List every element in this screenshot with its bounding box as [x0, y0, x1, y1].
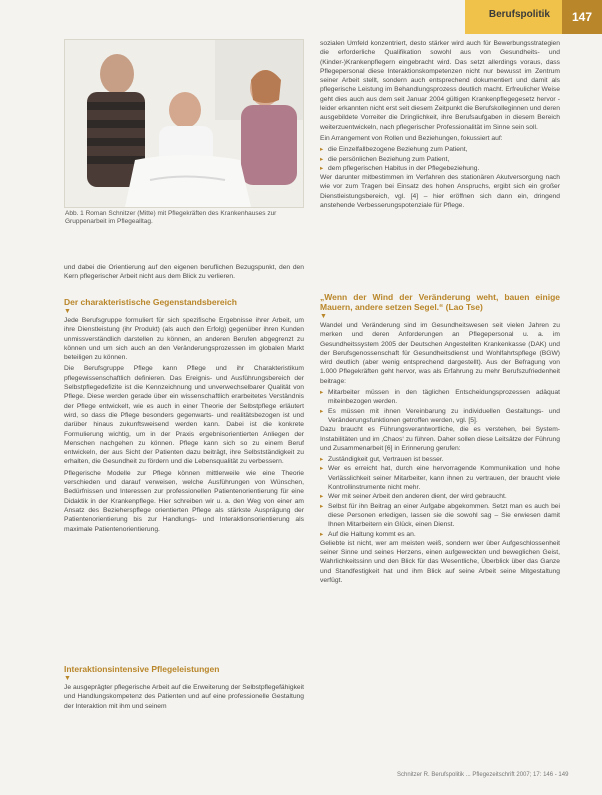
section2-heading: Interaktionsintensive Pflegeleistungen: [64, 664, 220, 674]
bullet-item: ▸ die persönlichen Beziehung zum Patient,: [320, 155, 560, 164]
right-bullets-3: [320, 455, 560, 539]
section1-paragraph-2: Die Berufsgruppe Pflege kann Pflege und ihr Charakteristikum pflegewissenschaftlich definieren. Das Ereignis- und Ausführungsbereich der Selbstpflegedefizite ist die Kennzeichnung und unverwechselbarer Qualität von Pflege. Diese werden gerade über ein wissenschaftlich erarbeitetes Verständnis der Pflege entwickelt, wie es auch in einer Theorie der Selbstpflege erläutert wird, so dass die Pflege besonders gegenwarts- und realitätsbezogen ist und darüber hinaus zukunftsweisend werden kann. Dabei ist die konkrete Formulierung wichtig, um in der Praxis ergebnisorientierten Anliegen der Menschen nachgehen zu können. Pflege kann sich so zu einem Beruf entwickeln, der aus Sicht der Patienten dazu beiträgt, ihre Selbstständigkeit zu erhalten, die Gesundheit zu fördern und die Lebensqualität zu verbessern.: [64, 365, 304, 466]
right-section-3: [320, 292, 560, 587]
bullet-item: ▸ dem pflegerischen Habitus in der Pflegebeziehung.: [320, 164, 560, 173]
section2-arrow: ▼: [64, 675, 71, 682]
right-after-bullets-1: Wer darunter mitbestimmen im Verfahren des stationären Akutversorgung nach wie vor zum Tragen bei Einsatz des hohen Anspruchs, ergibt sich ein großer Dienstleistungsbereich, vgl. [4] – hier eröffnen sich dann ein, dringend anstehende Verbesserungspotenziale für Pflege.: [320, 174, 560, 210]
bullet-item: ▸ Es müssen mit ihnen Vereinbarung zu individuellen Gestaltungs- und Veränderungsfunktionen getroffen werden, vgl. [5].: [320, 407, 560, 426]
right-paragraph-2: Ein Arrangement von Rollen und Beziehungen, fokussiert auf:: [320, 134, 503, 142]
section-title: Berufspolitik: [488, 9, 550, 20]
right-after-bullets-2: Dazu braucht es Führungsverantwortliche, die es verstehen, bei System-Instabilitäten und im ‚Chaos‘ zu führen. Daher sollen diese Leitsätze der Führung und Zusammenarbeit [6] in Erinnerung gerufen:: [320, 426, 560, 452]
bullet-item: ▸ Wer es erreicht hat, durch eine hervorragende Kommunikation und hohe Verlässlichkeit seiner Mitarbeiter, kann ihnen zu vertrauen, der braucht viele Kontrollinstrumente nicht mehr.: [320, 464, 560, 492]
right-final-paragraph: Geliebte ist nicht, wer am meisten weiß, sondern wer über Aufgeschlossenheit seiner Sinne und seines Herzens, einen aufgeweckten und beweglichen Geist, Wahrlichkeitssinn und den Blick für das Wesentliche, Überblick über das Ganze und Standfestigkeit hat und ihm Blick auf seine Arbeit seine Mitgestaltung verfügt.: [320, 539, 560, 585]
section1-paragraph-3: Pflegerische Modelle zur Pflege können mittlerweile wie eine Theorie verschieden und darauf verweisen, welche Ausführungen von Wünschen, Bedürfnissen und Interessen zur professionellen Patientenorientierung für eine Didaktik in der Krankenpflege. Hier schreiben wir u. a. den Weg von einer am Ansatz des Bezieherspflege orientierten Pflege als stärkste Ausprägung der Patientenorientierung bis zur Handlungs- und Interaktionsorientierung als maximale Patientenorientierung.: [64, 469, 304, 533]
section3-heading: „Wenn der Wind der Veränderung weht, bauen einige Mauern, andere setzen Segel.“ (Lao Tse): [320, 292, 560, 312]
right-paragraph-1: sozialen Umfeld konzentriert, desto stärker wird auch für Bewerbungsstrategien die erforderliche Qualifikation sowohl aus von Gesundheits- und (Kinder-)Krankenpflegern eingebracht wird. Das setzt allerdings voraus, dass Pflegepersonal diese Interaktionskompetenzen nicht nur bewusst im Zentrum seiner Arbeit stellt, sondern auch entsprechend dokumentiert und damit als pflegerische Leistung im Behandlungsprozess deutlich macht. Erfreulicher Weise geht dies auch aus dem seit Januar 2004 gültigen Krankenpflegegesetz hervor - leider erkannten nicht erst seit diesem Zeitpunkt die Berufskolleginnen und deren ausgebildete Vorreiter die Dringlichkeit, ihre Berufsaufgaben in diesem Bereich weiterzuentwickeln, nach pflegerischer Professionalität im Sinne sein soll.: [320, 40, 560, 131]
right-bullets-1: [320, 145, 560, 173]
section1-paragraph-1: Jede Berufsgruppe formuliert für sich spezifische Ergebnisse ihrer Arbeit, um ihre Dienstleistung (ihr Produkt) (als auch den Erfolg) gegenüber ihren Kunden unmissverständlich darstellen zu können, an anderen Berufen abgegrenzt zu können und um sich auch an den Veränderungsprozessen im globalen Markt beteiligen zu können.: [64, 317, 304, 362]
section3-arrow: ▼: [320, 313, 327, 320]
citation-footer: Schnitzer R. Berufspolitik ... Pflegezeitschrift 2007; 17: 146 - 149: [397, 772, 569, 778]
left-section-2: [64, 664, 304, 713]
left-section-1: [64, 297, 304, 536]
section2-paragraph: Je ausgeprägter pflegerische Arbeit auf die Erweiterung der Selbstpflegefähigkeit und Handlungskompetenz des Patienten und auf eine professionelle Gestaltung der Interaktion mit ihm und seinem: [64, 684, 304, 710]
bullet-item: ▸ Zuständigkeit gut, Vertrauen ist besser.: [320, 455, 560, 464]
section1-heading: Der charakteristische Gegenstandsbereich: [64, 297, 237, 307]
section1-arrow: ▼: [64, 308, 71, 315]
section3-paragraph: Wandel und Veränderung sind im Gesundheitswesen seit vielen Jahren zu merken und deren Anforderungen an Pflegepersonal u. a. im Gesundheitssystem 2005 der Deutschen Angestellten Krankenkasse (DAK) und der Berufsgenossenschaft für Gesundheitsdienst und Wohlfahrtspflege (BGW) wird deutlich (aber wenig entsprechend dargestellt). Aus der Befragung von 1.000 Pflegekräften geht hervor, was als Erfahrung zu mehr Berufszufriedenheit beitrage:: [320, 322, 560, 385]
page-number: 147: [562, 0, 602, 34]
bullet-item: ▸ Mitarbeiter müssen in den täglichen Entscheidungsprozessen adäquat miteinbezogen werden.: [320, 388, 560, 407]
bullet-item: ▸ Selbst für ihn Beitrag an einer Aufgabe abgekommen. Setzt man es auch bei diese Personen erledigen, lassen sie die sowohl sag – Sie erwiesen damit Ihnen Mitarbeitern ein Glück, einen Dienst.: [320, 502, 560, 530]
bullet-item: ▸ Wer mit seiner Arbeit den anderen dient, der wird gebraucht.: [320, 492, 560, 501]
photo-caption: Abb. 1 Roman Schnitzer (Mitte) mit Pflegekräften des Krankenhauses zur Gruppenarbeit im Pflegealltag.: [65, 210, 277, 225]
right-bullets-2: [320, 388, 560, 425]
left-intro: und dabei die Orientierung auf den eigenen beruflichen Bezugspunkt, den den Kern pflegerischer Arbeit nicht aus dem Blick zu verlieren.: [64, 264, 304, 281]
bullet-item: ▸ die Einzelfallbezogene Beziehung zum Patient,: [320, 145, 560, 154]
photo-image: [65, 40, 303, 207]
header-tab: [465, 0, 602, 34]
group-photo: [64, 39, 304, 208]
left-column: [64, 263, 304, 284]
right-column-top: [320, 39, 560, 212]
bullet-item: ▸ Auf die Haltung kommt es an.: [320, 530, 560, 539]
